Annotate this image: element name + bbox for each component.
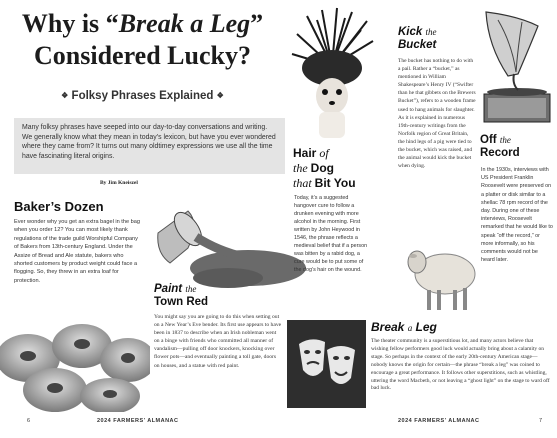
title-word: Bit You <box>314 176 356 190</box>
title-word: Dog <box>310 161 334 175</box>
title-word: the <box>499 135 511 145</box>
break-a-leg-body: The theater community is a superstitious lot, and many actors believe that wishing fellow performers good luck would actually bring about a calamity on stage. So perhaps in the context of the early 20th-century American stage—nobody knows the origin for certain—the phrase “break a leg” was coined to encourage a great performance. It follows other superstitions, such as whistling, uttering the word Macbeth, or not leaving a “ghost light” on the stage to ward off bad luck. <box>371 338 550 392</box>
hair-of-the-dog-body: Today, it’s a suggested hangover cure to follow a drunken evening with more alcohol in the morning. First written by John Heywood in 1546, the phrase reflects a medieval belief that if a person was bitten by a rabid dog, a cure would be to put some of the dog’s hair on the wound. <box>294 195 368 273</box>
headline-text: Why is “ <box>21 9 119 38</box>
gramophone-illustration <box>478 6 556 126</box>
title-word: Record <box>480 147 520 159</box>
title-word: that <box>293 176 312 190</box>
title-word: the <box>425 27 437 37</box>
diamond-bullet-icon: ❖ <box>61 91 69 100</box>
title-word: a <box>407 323 413 333</box>
hair-of-the-dog-title <box>293 146 356 191</box>
off-the-record-body: In the 1930s, interviews with US President Franklin Roosevelt were preserved on a platter or disk similar to a shellac 78 rpm record of the day. During one of these interviews, Roosevelt remarked that he would like to speak “off the record,” or more informally, so his comments would not be heard later. <box>481 167 553 264</box>
diamond-bullet-icon: ❖ <box>216 91 224 100</box>
bakers-dozen-title: Baker’s Dozen <box>14 199 104 214</box>
footer-title-right: 2024 FARMERS’ ALMANAC <box>398 418 480 424</box>
title-word: Hair <box>293 146 317 160</box>
intro-box: Many folksy phrases have seeped into our day-to-day conversations and writing. We generally know what they mean in today’s lexicon, but have you ever wondered where they came from? It turns out many oldtimey expressions we use all the time have fascinating literal origins. <box>14 118 285 174</box>
subtitle-text: Folksy Phrases Explained <box>71 90 214 102</box>
headline-line-1 <box>0 8 285 40</box>
title-word: Paint <box>154 283 183 295</box>
title-word: Kick <box>398 26 423 38</box>
page-number-right: 7 <box>539 418 543 424</box>
headline-line-2: Considered Lucky? <box>34 41 251 70</box>
title-word: Leg <box>415 320 437 334</box>
paint-the-town-red-body: You might say you are going to do this when setting out on a New Year’s Eve bender. Its first use appears to have been in 1837 to describe when an Irish nobleman went on a binge with friends who committed all manner of vandalism—pulling off door knockers, knocking over flower pots—and eventually painting a toll gate, doors on houses, and a statue with red paint. <box>154 314 282 369</box>
bagels-illustration <box>0 318 150 412</box>
paint-can-illustration <box>148 193 308 293</box>
page-number-left: 6 <box>27 418 31 424</box>
kick-the-bucket-body: The bucket has nothing to do with a pail. Rather a “bucket,” as mentioned in William Shakespeare’s Henry IV (“Swifter than he that gibbets on the Brewers Bucket”), refers to a wooden frame used to hang animals for slaughter. As it is explained in numerous 19th-century writings from the Norfolk region of Great Britain, the hind legs of a pig were tied to the bucket, which was raised, and the animal would kick the bucket when dying. <box>398 58 476 170</box>
byline: By Jim Kneiszel <box>100 180 138 186</box>
dog-illustration <box>287 6 377 144</box>
kick-the-bucket-title <box>398 26 437 52</box>
title-word: Break <box>371 320 405 334</box>
break-a-leg-title <box>371 320 437 334</box>
title-word: Town Red <box>154 296 209 308</box>
drama-masks-illustration <box>287 320 366 408</box>
headline-text: ” <box>250 9 264 38</box>
title-word: the <box>293 161 308 175</box>
headline-emphasis: Break a Leg <box>118 9 251 38</box>
headline <box>0 8 285 72</box>
title-word: Bucket <box>398 39 437 51</box>
title-word: Off <box>480 134 497 146</box>
title-word: the <box>185 284 197 294</box>
sheep-illustration <box>403 240 483 316</box>
bakers-dozen-body: Ever wonder why you get an extra bagel in the bag when you order 12? You can most likely thank regulations of the trade guild Worshipful Company of Bakers from 13th-century England. Under the Assize of Bread and Ale statute, bakers who shorted customers by product weight could face a flogging. So, they threw in an extra loaf for protection. <box>14 219 140 284</box>
off-the-record-title <box>480 134 520 160</box>
footer-title-left: 2024 FARMERS’ ALMANAC <box>97 418 179 424</box>
subtitle <box>0 90 285 102</box>
paint-the-town-red-title <box>154 283 208 309</box>
title-word: of <box>319 146 329 160</box>
